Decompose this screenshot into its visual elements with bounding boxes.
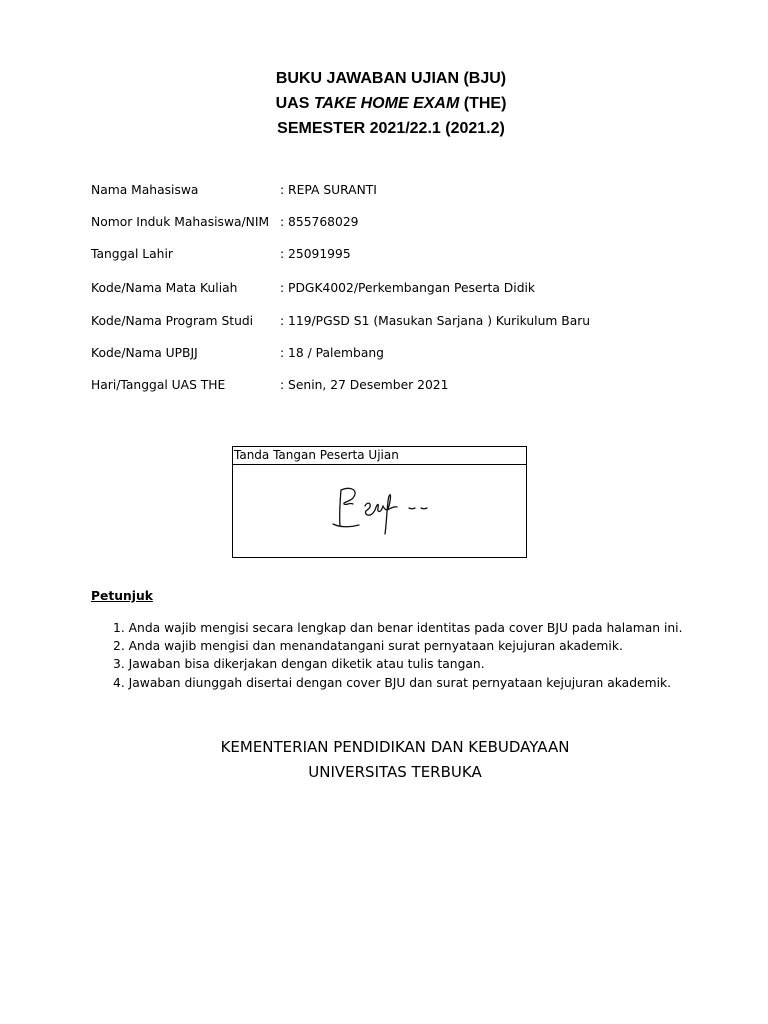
instruction-item: 3. Jawaban bisa dikerjakan dengan diketik atau tulis tangan. <box>113 657 485 671</box>
info-value: : REPA SURANTI <box>280 183 377 197</box>
subtitle-prefix: UAS <box>275 95 314 112</box>
info-label: Nama Mahasiswa <box>91 183 199 197</box>
subtitle-italic: TAKE HOME EXAM <box>313 95 460 112</box>
info-value: : 25091995 <box>280 247 351 261</box>
document-subtitle <box>0 95 768 113</box>
signature-box <box>232 446 527 558</box>
info-row-name <box>91 183 691 201</box>
info-value: : 855768029 <box>280 215 359 229</box>
info-value: : 119/PGSD S1 (Masukan Sarjana ) Kurikulum Baru <box>280 314 591 328</box>
info-row-course <box>91 281 691 299</box>
info-label: Hari/Tanggal UAS THE <box>91 378 226 392</box>
info-value: : PDGK4002/Perkembangan Peserta Didik <box>280 281 536 295</box>
subtitle-suffix: (THE) <box>459 95 507 112</box>
info-row-exam-date <box>91 378 691 396</box>
footer-university: UNIVERSITAS TERBUKA <box>308 763 482 781</box>
instruction-item: 4. Jawaban diunggah disertai dengan cover BJU dan surat pernyataan kejujuran akademik. <box>113 676 672 690</box>
info-row-program <box>91 314 691 332</box>
info-row-birthdate <box>91 247 691 265</box>
handwritten-signature <box>329 480 449 540</box>
info-row-upbjj <box>91 346 691 364</box>
info-label: Tanggal Lahir <box>91 247 173 261</box>
document-title: BUKU JAWABAN UJIAN (BJU) <box>275 70 507 87</box>
info-label: Kode/Nama Mata Kuliah <box>91 281 238 295</box>
info-row-nim <box>91 215 691 233</box>
info-label: Kode/Nama Program Studi <box>91 314 254 328</box>
instruction-item: 1. Anda wajib mengisi secara lengkap dan benar identitas pada cover BJU pada halaman ini. <box>113 621 683 635</box>
instruction-item: 2. Anda wajib mengisi dan menandatangani surat pernyataan kejujuran akademik. <box>113 639 623 653</box>
signature-label: Tanda Tangan Peserta Ujian <box>233 447 526 465</box>
info-label: Nomor Induk Mahasiswa/NIM <box>91 215 270 229</box>
info-value: : 18 / Palembang <box>280 346 384 360</box>
footer-ministry: KEMENTERIAN PENDIDIKAN DAN KEBUDAYAAN <box>220 738 570 756</box>
document-semester: SEMESTER 2021/22.1 (2021.2) <box>277 120 505 137</box>
instructions-title: Petunjuk <box>91 589 153 603</box>
info-label: Kode/Nama UPBJJ <box>91 346 198 360</box>
info-value: : Senin, 27 Desember 2021 <box>280 378 449 392</box>
